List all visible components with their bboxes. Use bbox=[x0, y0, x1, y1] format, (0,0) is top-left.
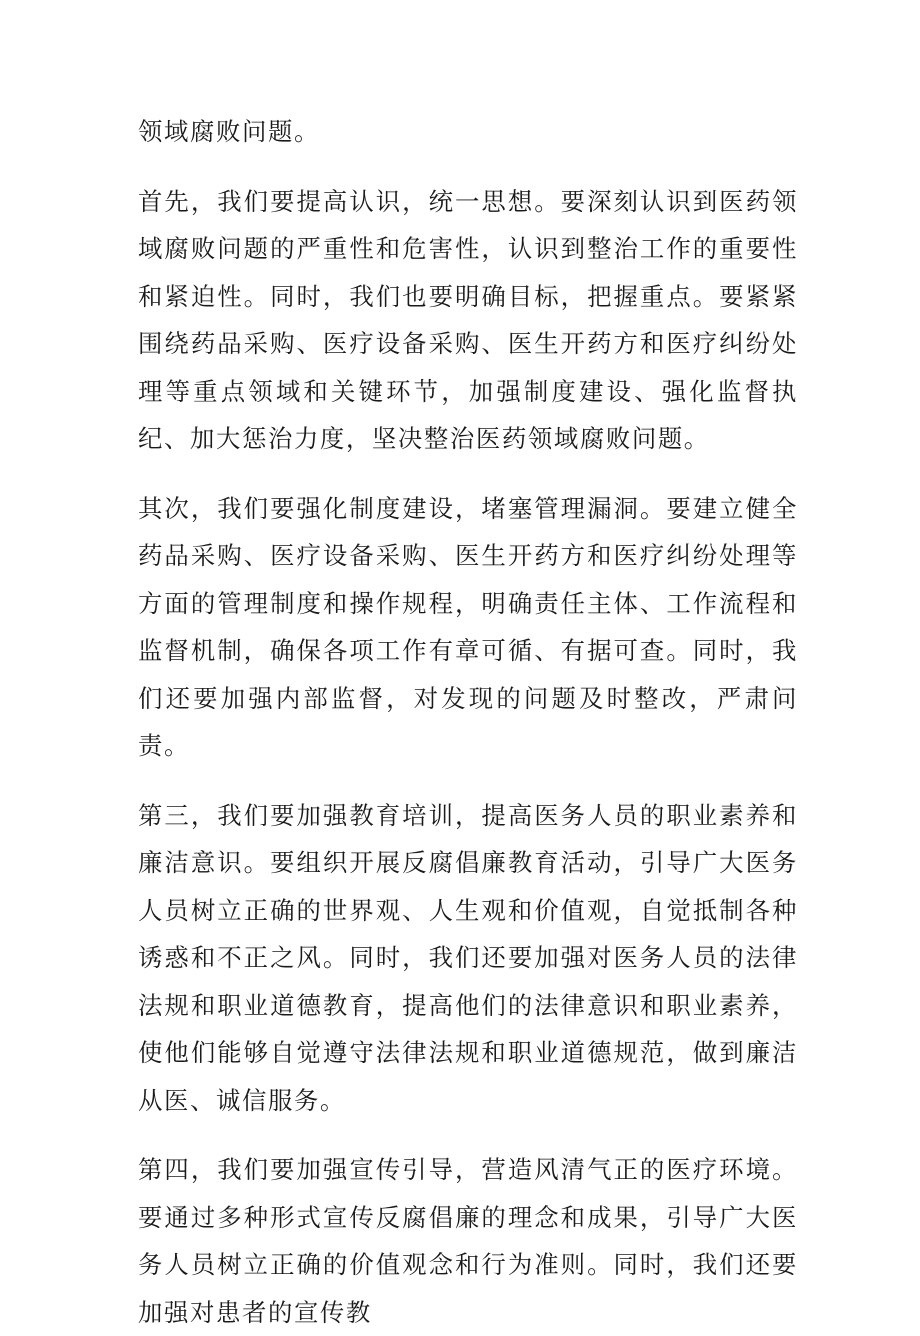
document-body bbox=[138, 108, 798, 1336]
paragraph-3: 其次，我们要强化制度建设，堵塞管理漏洞。要建立健全药品采购、医疗设备采购、医生开药方和医疗纠纷处理等方面的管理制度和操作规程，明确责任主体、工作流程和监督机制，确保各项工作有章可循、有据可查。同时，我们还要加强内部监督，对发现的问题及时整改，严肃问责。 bbox=[138, 493, 798, 760]
paragraph-4: 第三，我们要加强教育培训，提高医务人员的职业素养和廉洁意识。要组织开展反腐倡廉教育活动，引导广大医务人员树立正确的世界观、人生观和价值观，自觉抵制各种诱惑和不正之风。同时，我们还要加强对医务人员的法律法规和职业道德教育，提高他们的法律意识和职业素养，使他们能够自觉遵守法律法规和职业道德规范，做到廉洁从医、诚信服务。 bbox=[138, 800, 798, 1115]
paragraph-1: 领域腐败问题。 bbox=[138, 117, 320, 146]
paragraph-5: 第四，我们要加强宣传引导，营造风清气正的医疗环境。要通过多种形式宣传反腐倡廉的理念和成果，引导广大医务人员树立正确的价值观念和行为准则。同时，我们还要加强对患者的宣传教 bbox=[138, 1155, 798, 1327]
paragraph-2: 首先，我们要提高认识，统一思想。要深刻认识到医药领域腐败问题的严重性和危害性，认识到整治工作的重要性和紧迫性。同时，我们也要明确目标，把握重点。要紧紧围绕药品采购、医疗设备采购、医生开药方和医疗纠纷处理等重点领域和关键环节，加强制度建设、强化监督执纪、加大惩治力度，坚决整治医药领域腐败问题。 bbox=[138, 186, 798, 453]
